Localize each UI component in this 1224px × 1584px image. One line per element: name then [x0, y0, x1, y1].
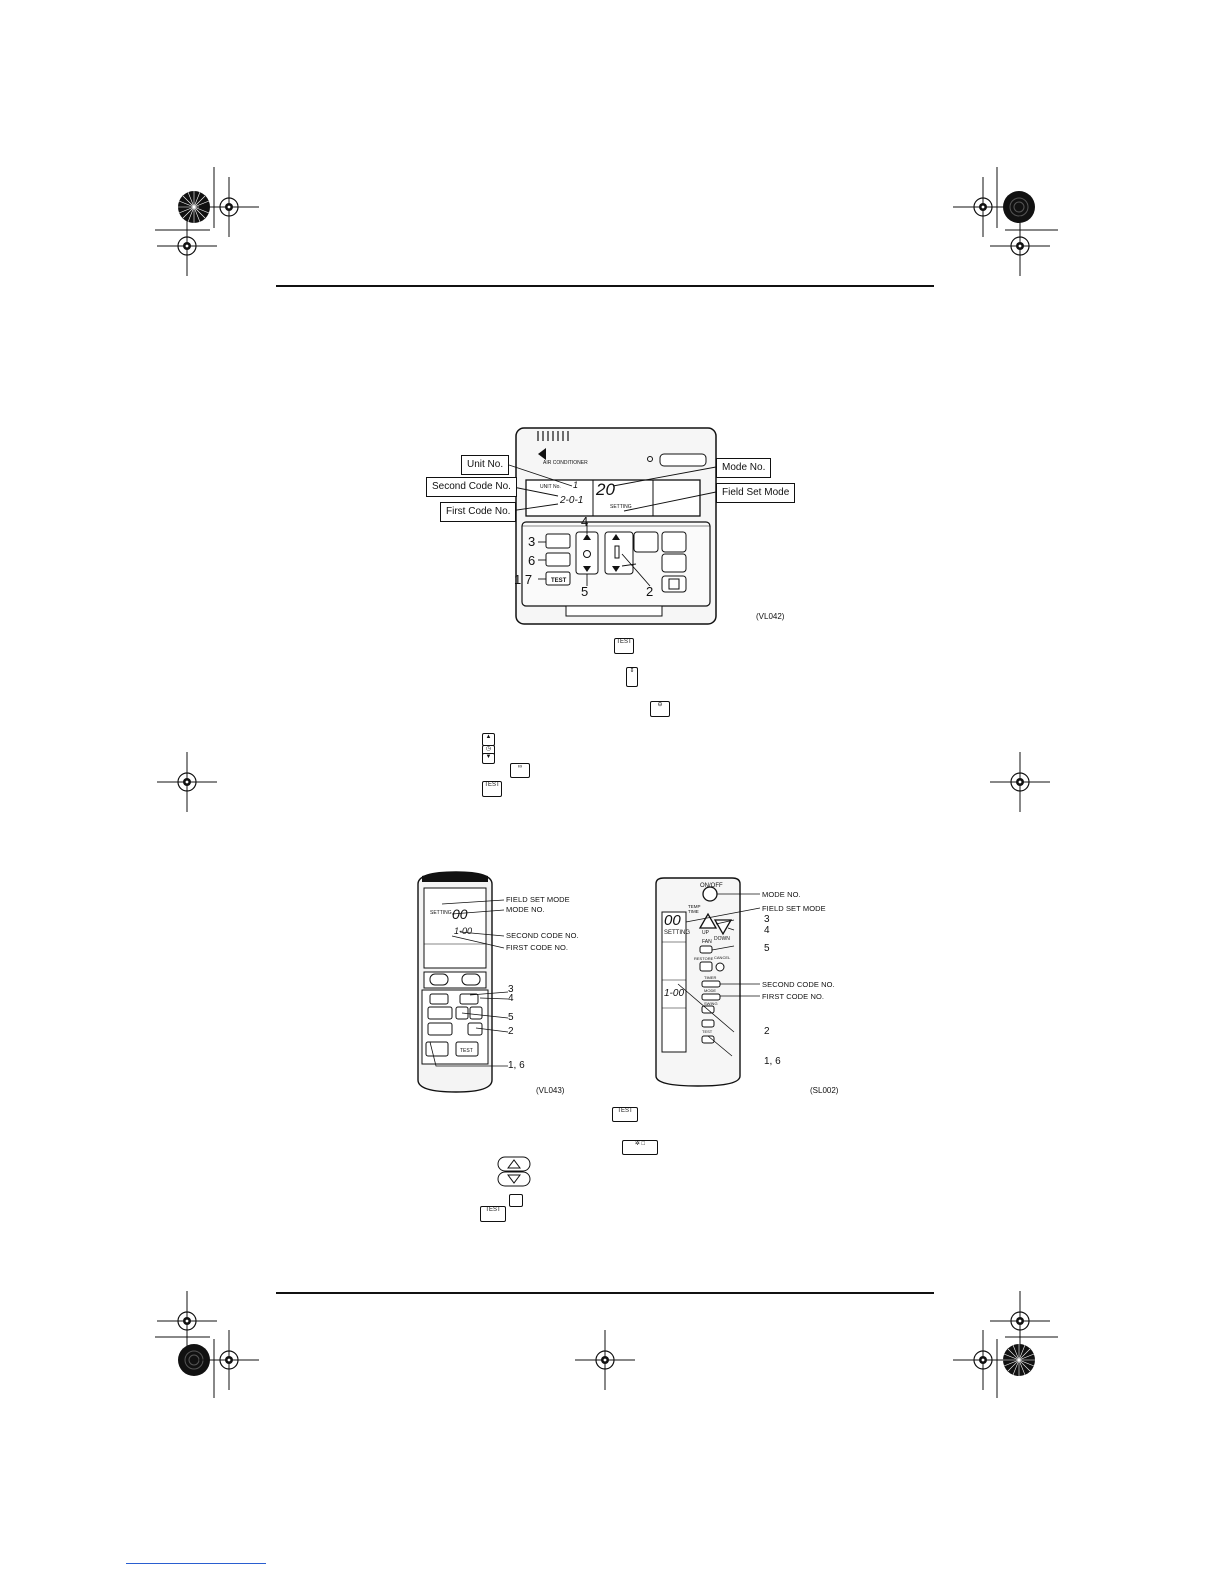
right-on-off: ON/OFF — [700, 883, 723, 889]
left-step-4: 4 — [508, 993, 514, 1004]
figure-wireless-remote-left — [416, 870, 596, 1096]
up-arrow-icon: ▲ — [482, 733, 495, 746]
right-callout-first-code-no: FIRST CODE NO. — [762, 992, 825, 1001]
callout-mode-no: Mode No. — [716, 458, 771, 478]
wireless-test-icon — [612, 1107, 638, 1122]
right-down: DOWN — [714, 936, 730, 942]
test-button-icon-2 — [482, 781, 502, 797]
figure-code-sl002: (SL002) — [810, 1086, 839, 1095]
right-mode-value: 00 — [664, 912, 681, 929]
test-button-label: TEST — [551, 578, 567, 584]
right-timer: TIMER — [704, 975, 717, 980]
unit-no-lcd-label: UNIT No. — [540, 484, 561, 490]
footer-rule — [276, 1292, 934, 1294]
right-callout-second-code-no: SECOND CODE NO. — [762, 980, 835, 989]
right-step-1-6: 1, 6 — [764, 1056, 781, 1067]
up-triangle-icon — [497, 1156, 531, 1172]
right-callout-field-set-mode: FIELD SET MODE — [762, 904, 826, 913]
down-triangle-icon — [497, 1171, 531, 1187]
callout-second-code-no: Second Code No. — [426, 477, 517, 497]
down-arrow-icon: ▼ — [482, 753, 495, 764]
wireless-fan-icon: ✲ □ — [622, 1140, 658, 1155]
test-button-icon — [614, 638, 634, 654]
callout-unit-no: Unit No. — [461, 455, 509, 475]
code-lcd-value: 2-0-1 — [560, 495, 584, 506]
right-callout-mode-no: MODE NO. — [762, 890, 801, 899]
right-up: UP — [702, 930, 709, 936]
right-fan: FAN — [702, 939, 712, 945]
left-step-2: 2 — [508, 1026, 514, 1037]
left-code-value: 1-00 — [454, 926, 473, 936]
test-icon-text: TEST — [616, 639, 632, 645]
mode-no-lcd-value: 20 — [596, 480, 615, 499]
left-step-5: 5 — [508, 1012, 514, 1023]
header-rule — [276, 285, 934, 287]
timer-icon: ◷ — [482, 745, 495, 756]
right-step-3: 3 — [764, 914, 770, 925]
right-mode: MODE — [704, 988, 716, 993]
unit-select-icon: ⊖ — [650, 701, 670, 717]
brand-label: AIR CONDITIONER — [543, 460, 588, 466]
right-temp-time: TEMP TIME — [688, 904, 701, 914]
figure-code-vl043: (VL043) — [536, 1086, 565, 1095]
wireless-test-icon-text: TEST — [617, 1108, 633, 1114]
step-5: 5 — [581, 584, 589, 599]
right-setting-label: SETTING — [664, 930, 691, 936]
figure-wired-remote — [426, 426, 792, 630]
right-step-4: 4 — [764, 925, 770, 936]
step-1-7: 1 7 — [514, 572, 533, 587]
unit-no-lcd-value: 1 — [573, 480, 579, 490]
right-swing: SWING — [704, 1001, 718, 1006]
wireless-small-button-icon — [509, 1194, 523, 1207]
right-step-2: 2 — [764, 1026, 770, 1037]
left-test-label: TEST — [460, 1048, 473, 1054]
figure-wireless-remote-right — [652, 876, 838, 1096]
left-mode-value: 00 — [452, 906, 468, 922]
left-callout-second-code-no: SECOND CODE NO. — [506, 931, 579, 940]
callout-field-set-mode: Field Set Mode — [716, 483, 795, 503]
temp-adjust-icon: ⇕ — [626, 667, 638, 687]
left-callout-field-set-mode: FIELD SET MODE — [506, 895, 570, 904]
left-step-3: 3 — [508, 984, 514, 995]
wireless-test-icon-2 — [480, 1206, 506, 1222]
right-cancel: CANCEL — [714, 955, 731, 960]
test-icon-text-2: TEST — [484, 782, 500, 788]
right-code-value: 1-00 — [664, 988, 685, 999]
setting-lcd-label: SETTING — [610, 504, 632, 510]
wireless-test-icon-text-2: TEST — [485, 1207, 501, 1213]
right-restore: RESTORE — [694, 956, 714, 961]
step-6: 6 — [528, 553, 536, 568]
left-callout-mode-no: MODE NO. — [506, 905, 545, 914]
right-step-5: 5 — [764, 943, 770, 954]
left-callout-first-code-no: FIRST CODE NO. — [506, 943, 569, 952]
step-4: 4 — [581, 514, 589, 529]
step-3: 3 — [528, 534, 536, 549]
left-setting-label: SETTING — [430, 910, 452, 916]
schedule-icon: ∞ — [510, 763, 530, 778]
step-2: 2 — [646, 584, 654, 599]
left-step-1-6: 1, 6 — [508, 1060, 525, 1071]
callout-first-code-no: First Code No. — [440, 502, 516, 522]
figure-code-vl042: (VL042) — [756, 612, 785, 621]
bottom-link-underline — [126, 1563, 266, 1564]
right-test: TEST — [702, 1029, 713, 1034]
